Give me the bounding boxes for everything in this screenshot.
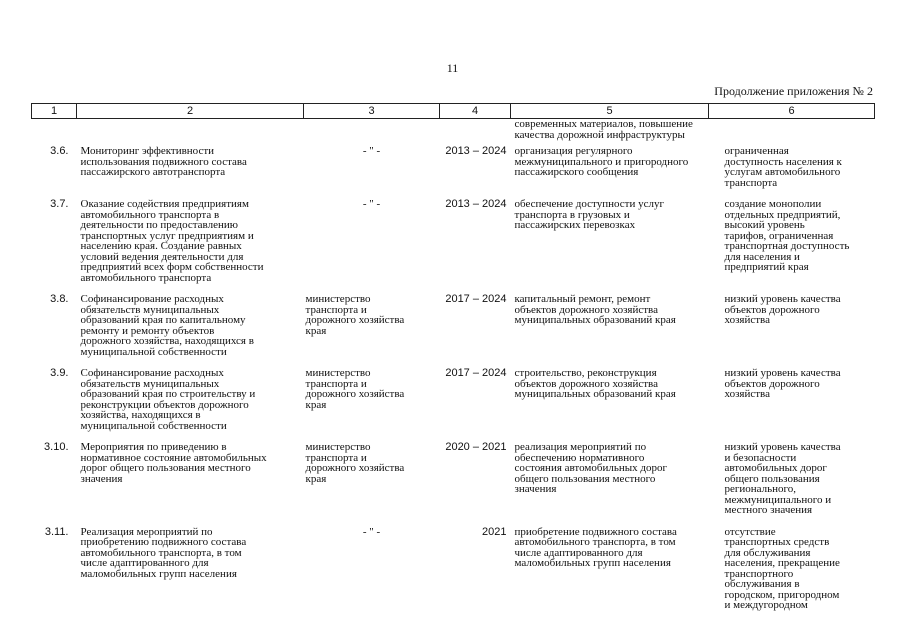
header-col-6: 6 [709,104,875,119]
carryover-row [32,119,875,147]
header-col-4: 4 [440,104,511,119]
table-row [32,199,875,294]
table-row [32,368,875,442]
page-number: 11 [446,61,459,75]
responsible-executor: министерство транспорта и дорожного хозяйства края [305,293,405,337]
row-number: 3.9. [50,367,69,379]
measure-name: Софинансирование расходных обязательств муниципальных образований края по капитальному ремонту и ремонту объектов дорожного хозяйства, находящихся в муниципальной собственности [80,293,254,358]
expected-result: строительство, реконструкция объектов дорожного хозяйства муниципальных образований края [514,367,676,400]
responsible-executor: министерство транспорта и дорожного хозяйства края [305,441,405,485]
measure-name: Софинансирование расходных обязательств муниципальных образований края по строительству и реконструкции объектов дорожного хозяйства, находящихся в муниципальной собственности [80,367,256,432]
implementation-period: 2017 – 2024 [445,367,507,379]
header-col-5: 5 [511,104,709,119]
header-col-3: 3 [304,104,440,119]
responsible-executor: - " - [362,145,381,157]
responsible-executor: - " - [362,198,381,210]
expected-result: приобретение подвижного состава автомобильного транспорта, в том числе адаптированного для маломобильных групп населения [514,525,677,569]
row-number: 3.11. [44,525,69,538]
row-number: 3.10. [44,441,69,453]
table-row [32,527,875,622]
measure-name: Оказание содействия предприятиям автомобильного транспорта в деятельности по предоставлению транспортных услуг предприятиям и населению края. Создание равных условий ведения деятельности для предприятий всех форм собственности автомобильного транспорта [80,198,264,284]
expected-result: организация регулярного межмуниципального и пригородного пассажирского сообщения [514,145,689,178]
table-row [32,294,875,368]
header-col-2: 2 [77,104,304,119]
consequences: отсутствие транспортных средств для обслуживания населения, прекращение транспортного обслуживания в городском, пригородном и междугородном [724,525,840,611]
implementation-period: 2013 – 2024 [445,198,507,210]
consequences: низкий уровень качества объектов дорожного хозяйства [724,293,841,326]
implementation-period: 2013 – 2024 [445,145,507,157]
measure-name: Мониторинг эффективности использования подвижного состава пассажирского автотранспорта [80,145,247,178]
appendix-table [31,103,875,622]
expected-result: реализация мероприятий по обеспечению нормативного состояния автомобильных дорог общего пользования местного значения [514,441,667,495]
row-number: 3.8. [50,293,69,305]
measure-name: Реализация мероприятий по приобретению подвижного состава автомобильного транспорта, в том числе адаптированного для маломобильных групп населения [80,525,247,580]
expected-result: обеспечение доступности услуг транспорта в грузовых и пассажирских перевозках [514,198,664,231]
implementation-period: 2021 [482,525,507,538]
carryover-result: современных материалов, повышение качества дорожной инфраструктуры [514,118,693,141]
continuation-label: Продолжение приложения № 2 [714,84,873,98]
responsible-executor: - " - [362,525,381,538]
responsible-executor: министерство транспорта и дорожного хозяйства края [305,367,405,411]
table-row [32,146,875,199]
consequences: ограниченная доступность населения к услугам автомобильного транспорта [724,145,842,189]
consequences: низкий уровень качества и безопасности автомобильных дорог общего пользования регионального, межмуниципального и местного значения [724,441,841,516]
measure-name: Мероприятия по приведению в нормативное состояние автомобильных дорог общего пользования местного значения [80,441,267,485]
row-number: 3.7. [50,198,69,210]
consequences: создание монополии отдельных предприятий, высокий уровень тарифов, ограниченная транспортная доступность для населения и предприятий края [724,198,850,273]
implementation-period: 2017 – 2024 [445,293,507,305]
header-row [32,104,875,119]
table-row [32,442,875,527]
consequences: низкий уровень качества объектов дорожного хозяйства [724,367,841,400]
header-col-1: 1 [32,104,77,119]
row-number: 3.6. [50,145,69,157]
implementation-period: 2020 – 2021 [445,441,507,453]
expected-result: капитальный ремонт, ремонт объектов дорожного хозяйства муниципальных образований края [514,293,676,326]
